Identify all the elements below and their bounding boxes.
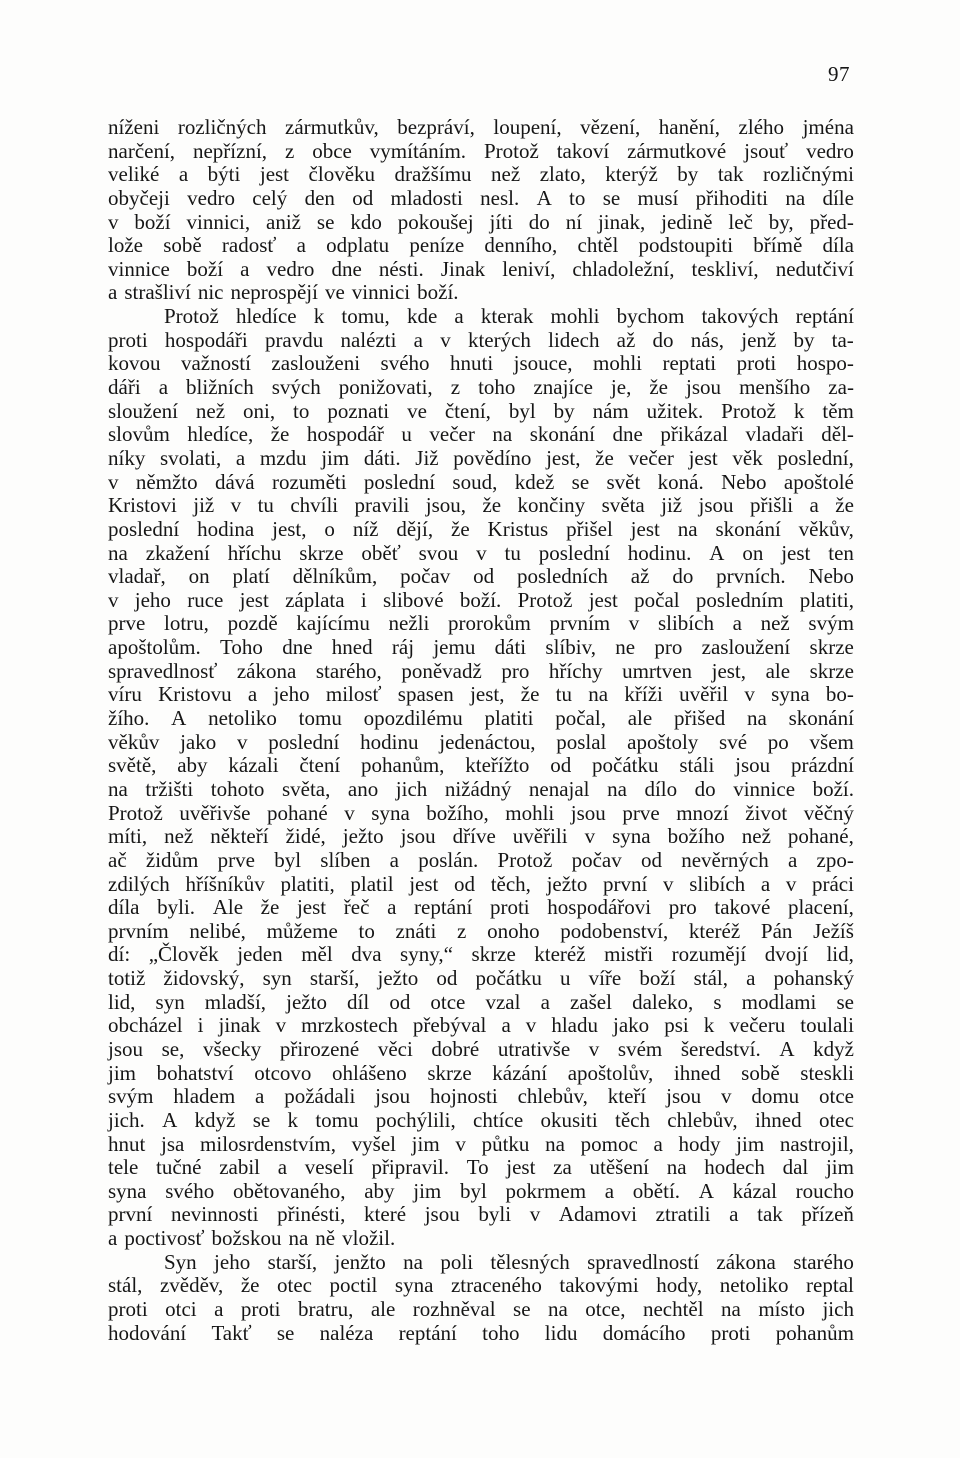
text-line: prvním nelibé, můžeme to znáti z onoho podobenství, kteréž Pán Ježíš [108,918,854,943]
text-line: proti hospodáři pravdu nalézti a v kterých lidech až do nás, jenž by ta- [108,327,854,352]
text-line: jim bohatství otcovo ohlášeno skrze kázání apoštolův, ihned sobě steskli [108,1060,854,1085]
text-line: hodování Takť se naléza reptání toho lidu domácího proti pohanům [108,1320,854,1345]
text-line: stál, zvěděv, že otec poctil syna ztraceného takovými hody, netoliko reptal [108,1273,854,1298]
body-text [108,116,854,1345]
text-line: víru Kristovu a jeho milosť spasen jest, že tu na kříži uvěřil v syna bo- [108,682,854,707]
text-line: lože sobě radosť a odplatu peníze denního, chtěl podstoupiti břímě díla [108,233,854,258]
text-line: Kristovi již v tu chvíli pravili jsou, že končiny světa již jsou přišli a že [108,493,854,518]
text-line: dí: „Člověk jeden měl dva syny,“ skrze kteréž mistři rozumějí dvojí lid, [108,942,854,967]
text-line: syna svého obětovaného, aby jim byl pokrmem a obětí. A kázal roucho [108,1178,854,1203]
text-line: první nevinnosti přinésti, které jsou byli v Adamovi ztratili a tak přízeň [108,1202,854,1227]
text-line: kovou važností zaslouženi svého hnuti jsouce, mohli reptati proti hospo- [108,351,854,376]
text-line: tele tučné zabil a veselí připravil. To jest za utěšení na hodech dal jim [108,1155,854,1180]
text-line: na zkažení hříchu skrze oběť svou v tu poslední hodinu. A on jest ten [108,540,854,565]
text-line: níky svolati, a mzdu jim dáti. Již povědíno jest, že večer jest věk poslední, [108,445,854,470]
text-line: díla byli. Ale že jest řeč a reptání proti hospodářovi pro takové placení, [108,895,854,920]
page-number: 97 [828,62,850,86]
text-line: Protož uvěřivše pohané v syna božího, mohli jsou prve mnozí život věčný [108,800,854,825]
text-line: žího. A netoliko tomu opozdilému platiti počal, ale přišed na skonání [108,706,854,731]
text-line: hnut jsa milosrdenstvím, vyšel jim v půtku na pomoc a hody jim nastrojil, [108,1131,854,1156]
text-line: sloužení než oni, to poznati ve čtení, byl by nám užitek. Protož k těm [108,398,854,423]
text-line: světě, aby kázali čtení pohanům, kteřížto od počátku stáli jsou prázdní [108,753,854,778]
text-line: v boží vinnici, aniž se kdo pokoušej jíti do ní jinak, jedině leč by, před- [108,209,854,234]
text-line: lid, syn mladší, ježto díl od otce vzal a zašel daleko, s modlami se [108,989,854,1014]
text-line: v jeho ruce jest záplata i slibové boží. Protož jest počal posledním platiti, [108,587,854,612]
text-line: poslední hodina jest, o níž dějí, že Kristus přišel jest na skonání věkův, [108,516,854,541]
text-line: a strašliví nic neprospějí ve vinnici boží. [108,280,459,305]
text-line: vinnice boží a vedro dne nésti. Jinak leniví, chladoležní, teskliví, nedutčiví [108,256,854,281]
text-line: v němžto dává rozuměti poslední soud, kdež se svět koná. Nebo apoštolé [108,469,854,494]
text-line: Syn jeho starší, jenžto na poli tělesných spravedlností zákona starého [164,1249,854,1274]
text-line: svým hladem a požádali jsou hojnosti chlebův, kteří jsou v domu otce [108,1084,854,1109]
text-line: a poctivosť božskou na ně vložil. [108,1226,396,1251]
text-line: spravedlnosť zákona starého, poněvadž pro hříchy umrtven jest, ale skrze [108,658,854,683]
text-line: na tržišti tohoto světa, ano jich nižádný nenajal na dílo do vinnice boží. [108,776,854,801]
text-line: níženi rozličných zármutkův, bezpráví, loupení, vězení, hanění, zlého jména [108,115,854,139]
text-line: totiž židovský, syn starší, ježto od počátku u víře boží stál, a pohanský [108,966,854,991]
text-line: věkův jako v poslední hodinu jedenáctou, poslal apoštoly své po všem [108,729,854,754]
text-line: vladař, on platí dělníkům, počav od posledních až do prvních. Nebo [108,564,854,589]
text-line: Protož hledíce k tomu, kde a kterak mohli bychom takových reptání [164,304,854,329]
text-line: jsou se, všecky přirozené věci dobré utrativše v svém šeredství. A když [108,1036,854,1061]
text-line: obcházel i jinak v mrzkostech přebýval a v hladu jako psi k večeru toulali [108,1013,854,1038]
text-line: narčení, nepřízní, z obce vymítáním. Protož takoví zármutkové jsouť vedro [108,138,854,163]
text-line: ač židům prve byl slíben a poslán. Protož počav od nevěrných a zpo- [108,847,854,872]
text-line: dáři a bližních svých ponižovati, z toho znajíce je, že jsou menšího za- [108,375,854,400]
text-line: apoštolům. Toho dne hned ráj jemu dáti slíbiv, ne pro zasloužení skrze [108,635,854,660]
text-line: obyčeji vedro celý den od mladosti nesl. A to se musí přihoditi na díle [108,185,854,210]
text-line: prve lotru, pozdě kajícímu nežli prorokům prvním v slibích a než svým [108,611,854,636]
text-line: zdilých hříšníkův platiti, platil jest od těch, ježto první v slibích a v práci [108,871,854,896]
text-line: jich. A když se k tomu pochýlili, chtíce okusiti těch chlebův, ihned otec [108,1107,854,1132]
text-line: slovům hledíce, že hospodář u večer na skonání dne přikázal vladaři děl- [108,422,854,447]
text-line: proti otci a proti bratru, ale rozhněval se na otce, nechtěl na místo jich [108,1297,854,1322]
text-line: míti, než někteří židé, ježto jsou dříve uvěřili v syna božího než pohané, [108,824,854,849]
text-line: veliké a býti jest člověku dražšímu než zlato, kterýž by tak rozličnými [108,162,854,187]
